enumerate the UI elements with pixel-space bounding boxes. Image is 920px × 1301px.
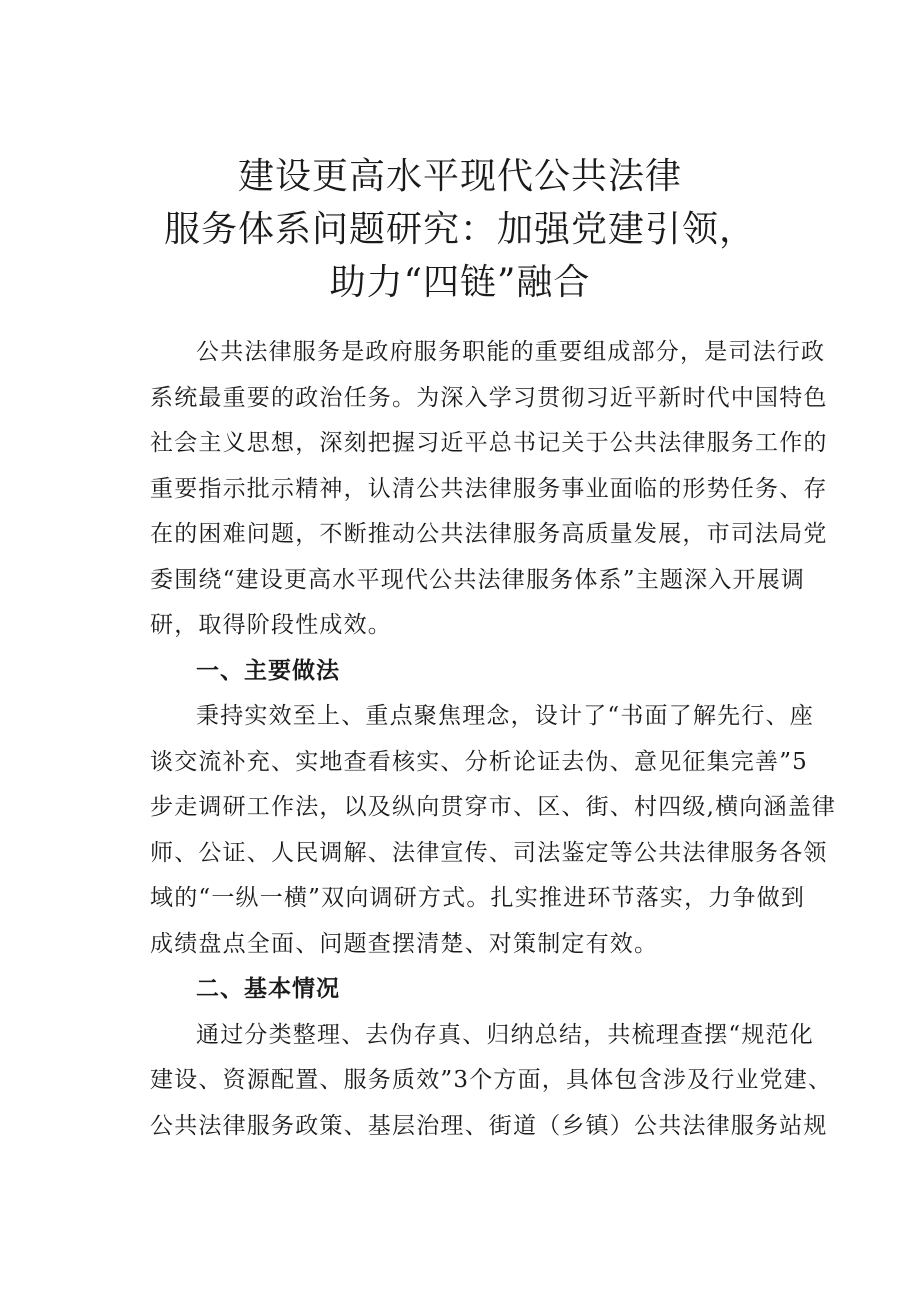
text-line: 重要指示批示精神，认清公共法律服务事业面临的形势任务、存 (150, 475, 828, 502)
text-line: 社会主义思想，深刻把握习近平总书记关于公共法律服务工作的 (150, 430, 828, 456)
text-line: 研，取得阶段性成效。 (150, 612, 392, 638)
text-line: 域的“一纵一横”双向调研方式。扎实推进环节落实，力争做到 (150, 885, 806, 911)
text-line: 建设、资源配置、服务质效”3个方面，具体包含涉及行业党建、 (150, 1067, 833, 1093)
title-line: 建设更高水平现代公共法律 (237, 156, 682, 197)
title-line: 助力“四链”融合 (329, 262, 591, 303)
text-line: 委围绕“建设更高水平现代公共法律服务体系”主题深入开展调 (150, 566, 806, 593)
text-line: 师、公证、人民调解、法律宣传、司法鉴定等公共法律服务各领 (150, 839, 828, 866)
paragraph-methods (150, 694, 837, 967)
text-line: 秉持实效至上、重点聚焦理念，设计了“书面了解先行、座 (196, 703, 814, 729)
document-body (150, 330, 837, 1149)
text-line: 成绩盘点全面、问题查摆清楚、对策制定有效。 (150, 930, 659, 957)
text-line: 步走调研工作法，以及纵向贯穿市、区、街、村四级,横向涵盖律 (150, 794, 837, 820)
title-line: 服务体系问题研究：加强党建引领， (163, 209, 756, 250)
text-line: 系统最重要的政治任务。为深入学习贯彻习近平新时代中国特色 (150, 384, 828, 411)
text-line: 谈交流补充、实地查看核实、分析论证去伪、意见征集完善”5 (150, 748, 808, 775)
document-title (100, 150, 820, 309)
paragraph-basic-situation (150, 1013, 833, 1150)
section-heading-2: 二、基本情况 (196, 976, 340, 1002)
section-heading-1: 一、主要做法 (196, 657, 340, 684)
paragraph-intro (150, 330, 828, 649)
text-line: 在的困难问题，不断推动公共法律服务高质量发展，市司法局党 (150, 521, 828, 547)
text-line: 公共法律服务政策、基层治理、街道（乡镇）公共法律服务站规 (150, 1112, 828, 1139)
text-line: 通过分类整理、去伪存真、归纳总结，共梳理查摆“规范化 (196, 1021, 814, 1048)
text-line: 公共法律服务是政府服务职能的重要组成部分，是司法行政 (196, 339, 826, 365)
